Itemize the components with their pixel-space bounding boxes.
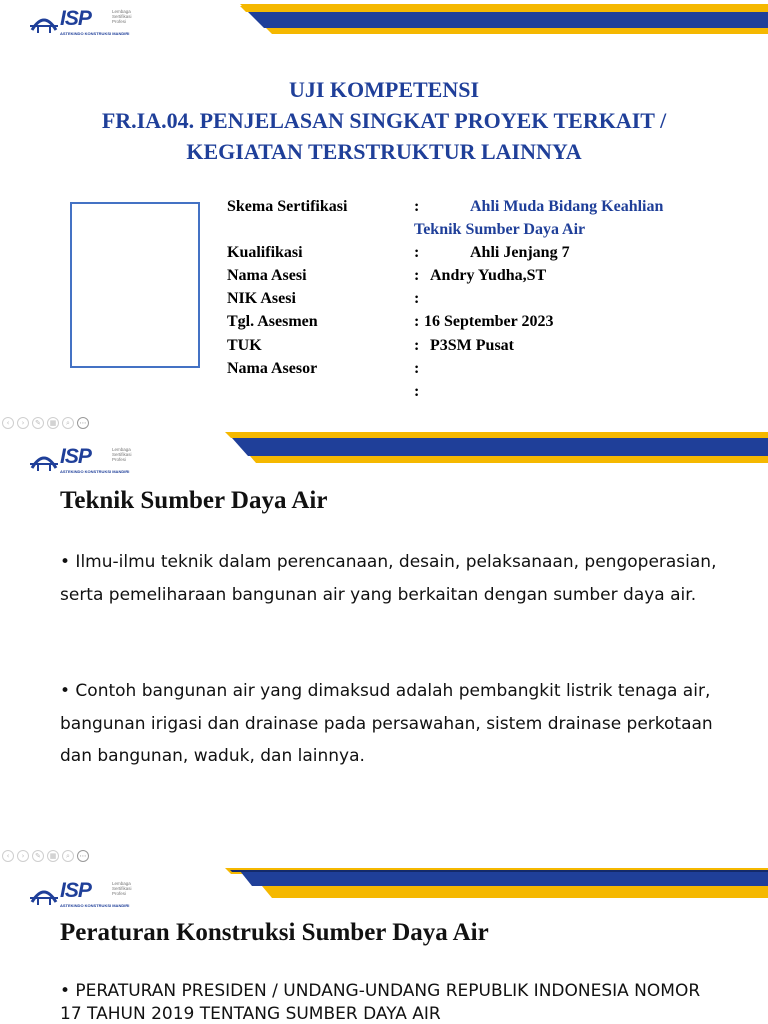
logo-caption: Lembaga Sertifikasi Profesi xyxy=(112,9,132,24)
next-icon[interactable]: › xyxy=(17,850,29,862)
field-label-tuk: TUK xyxy=(227,337,262,354)
logo-subtitle: ASTEKINDO KONSTRUKSI MANDIRI xyxy=(60,903,130,908)
isp-logo xyxy=(30,446,142,476)
field-value-nama-asesi: Andry Yudha,ST xyxy=(430,267,547,284)
next-icon[interactable]: › xyxy=(17,417,29,429)
title-line-3: KEGIATAN TERSTRUKTUR LAINNYA xyxy=(186,139,582,164)
field-label-nama-asesi: Nama Asesi xyxy=(227,267,307,284)
logo-text: ISP xyxy=(60,7,91,30)
title-line-1: UJI KOMPETENSI xyxy=(288,77,480,102)
prev-icon[interactable]: ‹ xyxy=(2,417,14,429)
field-value-skema-cont: Teknik Sumber Daya Air xyxy=(414,221,586,238)
field-value-skema: Ahli Muda Bidang Keahlian xyxy=(470,198,664,215)
field-label-tgl: Tgl. Asesmen xyxy=(227,313,318,330)
zoom-icon[interactable]: ⌕ xyxy=(62,850,74,862)
field-colon: : xyxy=(414,290,420,307)
slides-icon[interactable]: ▦ xyxy=(47,417,59,429)
prev-icon[interactable]: ‹ xyxy=(2,850,14,862)
field-colon: : xyxy=(414,198,420,215)
slide-toolbar xyxy=(2,417,89,429)
field-value-tuk: P3SM Pusat xyxy=(430,337,514,354)
slides-icon[interactable]: ▦ xyxy=(47,850,59,862)
logo-text: ISP xyxy=(60,445,91,468)
logo-caption: Lembaga Sertifikasi Profesi xyxy=(112,881,132,896)
field-colon: : xyxy=(414,337,420,354)
bullet-text: • PERATURAN PRESIDEN / UNDANG-UNDANG REPUBLIK INDONESIA NOMOR 17 TAHUN 2019 TENTANG SUMBER DAYA AIR xyxy=(60,981,701,1024)
logo-bridge-icon xyxy=(30,882,58,906)
title-line-2: FR.IA.04. PENJELASAN SINGKAT PROYEK TERKAIT / xyxy=(101,108,667,133)
slide-heading: Peraturan Konstruksi Sumber Daya Air xyxy=(60,919,489,946)
photo-placeholder xyxy=(70,202,200,368)
slide-toolbar xyxy=(2,850,89,862)
logo-bridge-icon xyxy=(30,10,58,34)
logo-caption: Lembaga Sertifikasi Profesi xyxy=(112,447,132,462)
logo-bridge-icon xyxy=(30,448,58,472)
logo-subtitle: ASTEKINDO KONSTRUKSI MANDIRI xyxy=(60,31,130,36)
field-label-kualifikasi: Kualifikasi xyxy=(227,244,303,261)
field-colon: : xyxy=(414,244,420,261)
field-colon: : xyxy=(414,313,420,330)
slide-heading: Teknik Sumber Daya Air xyxy=(60,487,328,514)
slide-2 xyxy=(0,432,768,868)
isp-logo xyxy=(30,8,142,38)
field-label-asesor: Nama Asesor xyxy=(227,360,318,377)
pen-icon[interactable]: ✎ xyxy=(32,850,44,862)
field-colon: : xyxy=(414,267,420,284)
field-label-nik: NIK Asesi xyxy=(227,290,296,307)
field-label-skema: Skema Sertifikasi xyxy=(227,198,348,215)
slide-1 xyxy=(0,0,768,432)
field-colon: : xyxy=(414,360,420,377)
bullet-text: • Ilmu-ilmu teknik dalam perencanaan, desain, pelaksanaan, pengoperasian, serta pemeliharaan bangunan air yang berkaitan dengan sumber daya air. xyxy=(60,552,717,605)
logo-subtitle: ASTEKINDO KONSTRUKSI MANDIRI xyxy=(60,469,130,474)
isp-logo xyxy=(30,880,142,910)
slide-3 xyxy=(0,868,768,1024)
logo-text: ISP xyxy=(60,879,91,902)
bullet-text: • Contoh bangunan air yang dimaksud adalah pembangkit listrik tenaga air, bangunan irigasi dan drainase pada persawahan, sistem drainase perkotaan dan bangunan, waduk, dan lainnya. xyxy=(60,681,713,766)
zoom-icon[interactable]: ⌕ xyxy=(62,417,74,429)
field-colon: : xyxy=(414,383,420,400)
field-value-kualifikasi: Ahli Jenjang 7 xyxy=(470,244,570,261)
field-value-tgl: 16 September 2023 xyxy=(424,313,554,330)
more-icon[interactable]: ⋯ xyxy=(77,850,89,862)
pen-icon[interactable]: ✎ xyxy=(32,417,44,429)
more-icon[interactable]: ⋯ xyxy=(77,417,89,429)
